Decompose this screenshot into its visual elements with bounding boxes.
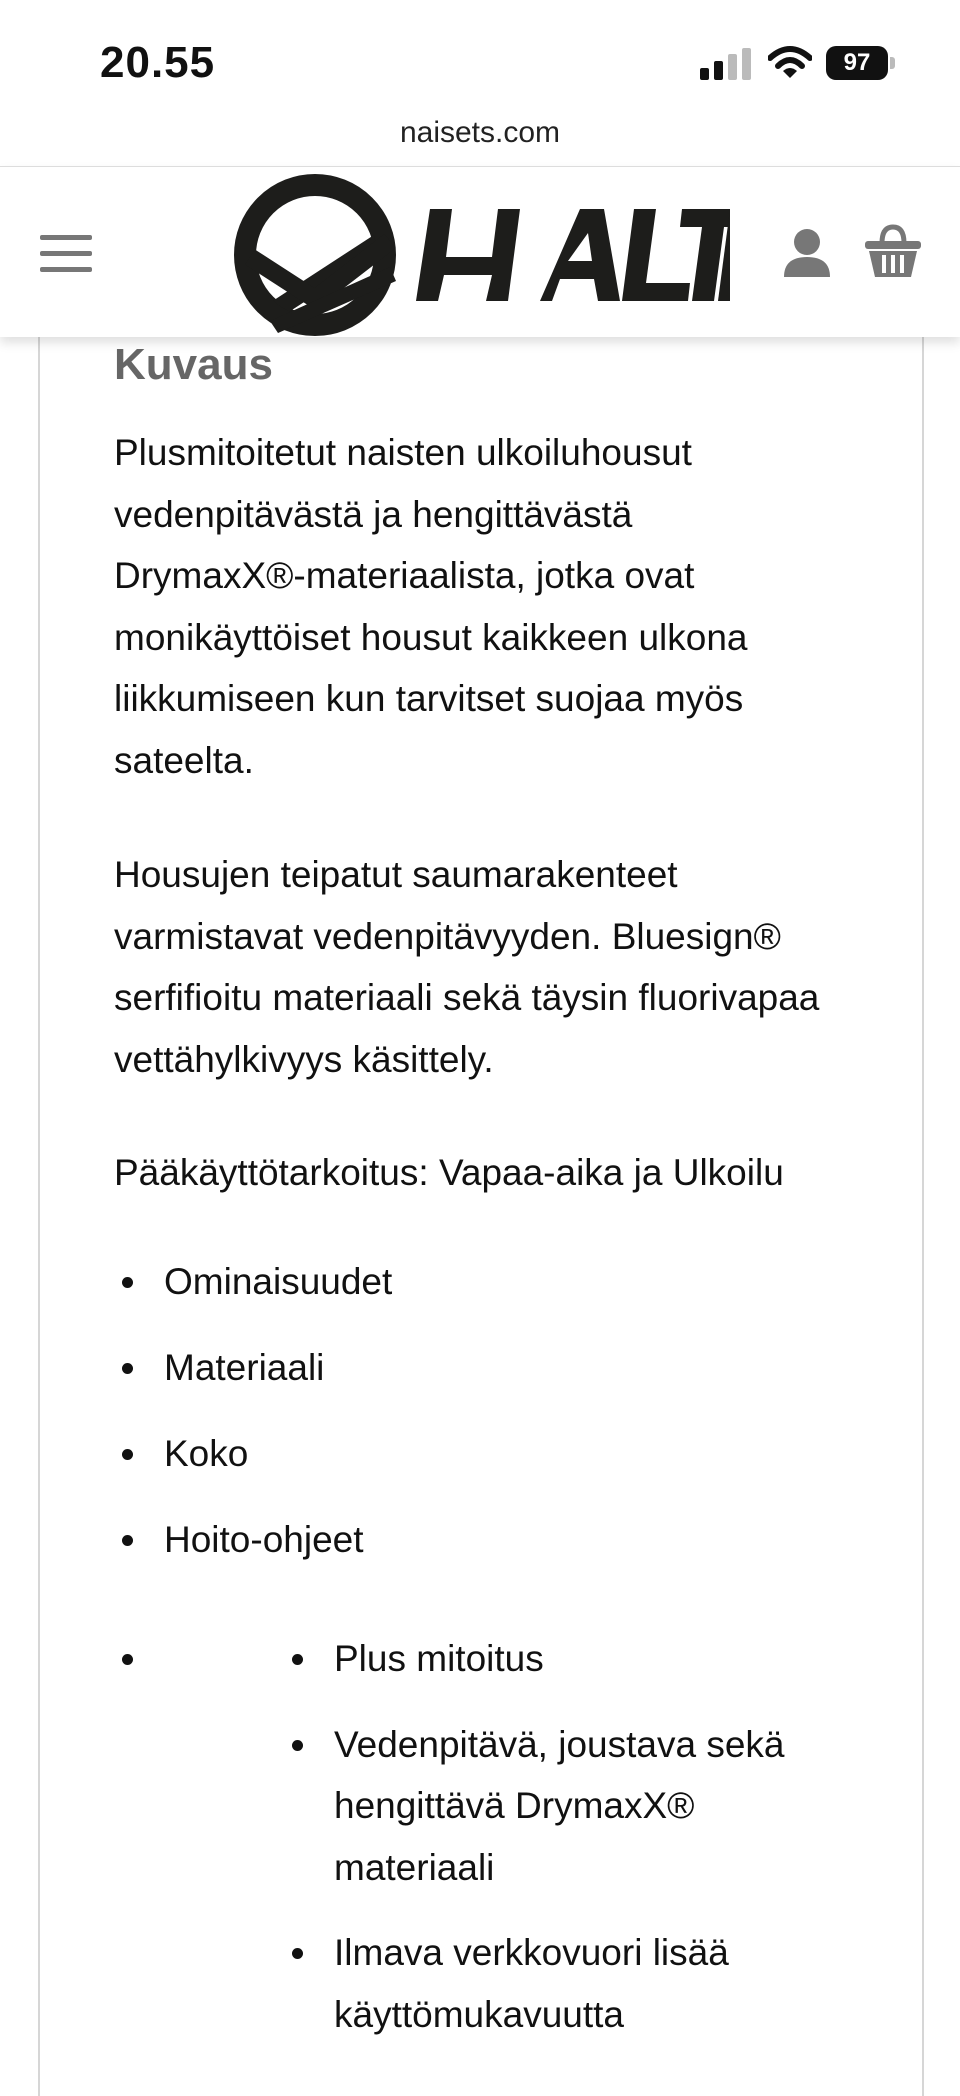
url-bar[interactable]: naisets.com xyxy=(399,116,561,149)
tab-koko[interactable]: Koko xyxy=(114,1422,392,1508)
detail-tabs-list xyxy=(114,1250,392,1594)
status-bar xyxy=(0,0,960,110)
description-paragraph: Plusmitoitetut naisten ulkoiluhousut vedenpitävästä ja hengittävästä DrymaxX®-materiaalista, jotka ovat monikäyttöiset housut kaikkeen ulkona liikkumiseen kun tarvitset suojaa myös sateelta. xyxy=(114,432,748,781)
bullet-marker xyxy=(122,1654,133,1665)
tab-hoito-ohjeet[interactable]: Hoito-ohjeet xyxy=(114,1508,392,1594)
site-header xyxy=(0,166,960,337)
features-list xyxy=(284,1628,844,2069)
cellular-signal-icon xyxy=(700,48,752,80)
description-title: Kuvaus xyxy=(114,340,273,389)
battery-level: 97 xyxy=(826,46,888,80)
description-paragraph: Housujen teipatut saumarakenteet varmistavat vedenpitävyyden. Bluesign® serfifioitu materiaali sekä täysin fluorivapaa vettähylkivyys käsittely. xyxy=(114,854,820,1080)
hamburger-icon[interactable] xyxy=(40,235,92,275)
feature-item: Ilmava verkkovuori lisää käyttömukavuutta xyxy=(284,1922,844,2045)
feature-item: Vedenpitävä, joustava sekä hengittävä DrymaxX® materiaali xyxy=(284,1714,844,1899)
usage-paragraph: Pääkäyttötarkoitus: Vapaa-aika ja Ulkoilu xyxy=(114,1152,784,1193)
battery-tip xyxy=(890,57,895,69)
battery-indicator xyxy=(826,46,896,80)
user-icon[interactable] xyxy=(782,227,832,279)
wifi-icon xyxy=(768,46,812,80)
tab-ominaisuudet[interactable]: Ominaisuudet xyxy=(114,1250,392,1336)
halti-logo[interactable] xyxy=(230,171,730,339)
status-time: 20.55 xyxy=(100,38,216,87)
feature-item: Plus mitoitus xyxy=(284,1628,844,1690)
tab-materiaali[interactable]: Materiaali xyxy=(114,1336,392,1422)
basket-icon[interactable] xyxy=(864,223,922,279)
